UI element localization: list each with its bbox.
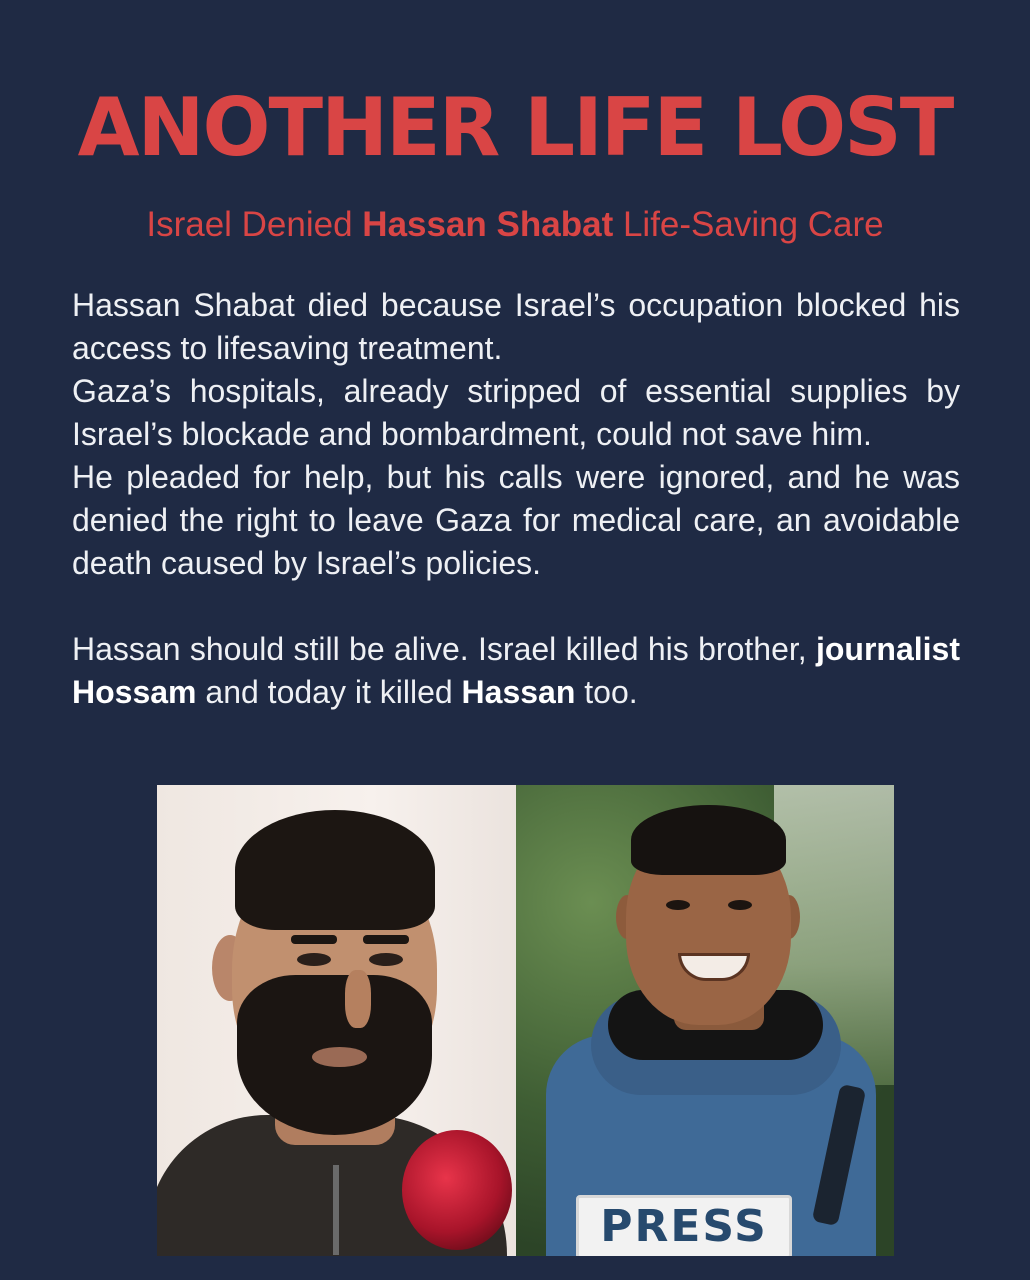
p4-bold-journalist-hossam: journalist Hossam [72,631,960,710]
eye-right [369,953,403,966]
p4-text-2: and today it killed [196,674,462,710]
subheadline-before: Israel Denied [146,205,363,244]
eyebrow-left [291,935,337,944]
eye-left [666,900,690,910]
p4-text-1: Hassan should still be alive. Israel killed his brother, [72,631,816,667]
photo-pair [157,785,894,1256]
photo-hossam [516,785,894,1256]
nose [345,970,371,1028]
hair [235,810,435,930]
red-tinsel-decoration [402,1130,512,1250]
headline: ANOTHER LIFE LOST [77,81,953,174]
body-paragraph-2: Gaza’s hospitals, already stripped of essential supplies by Israel’s blockade and bombardment, could not save him. [72,373,960,452]
press-badge: PRESS [576,1195,792,1256]
mouth [312,1047,367,1067]
hair [631,805,786,875]
body-paragraph-1: Hassan Shabat died because Israel’s occupation blocked his access to lifesaving treatment. [72,287,960,366]
subheadline-name: Hassan Shabat [362,205,614,244]
paragraph-gap [72,585,960,628]
photo-hassan [157,785,516,1256]
p4-bold-hassan: Hassan [461,674,576,710]
jacket-zipper [333,1165,339,1255]
body-paragraph-4 [72,628,960,714]
p4-text-3: too. [575,674,638,710]
subheadline [70,204,960,246]
body-text [72,284,960,714]
eye-left [297,953,331,966]
subheadline-after: Life-Saving Care [613,205,884,244]
eyebrow-right [363,935,409,944]
eye-right [728,900,752,910]
body-paragraph-3: He pleaded for help, but his calls were ignored, and he was denied the right to leave Gaza for medical care, an avoidable death caused by Israel’s policies. [72,459,960,581]
